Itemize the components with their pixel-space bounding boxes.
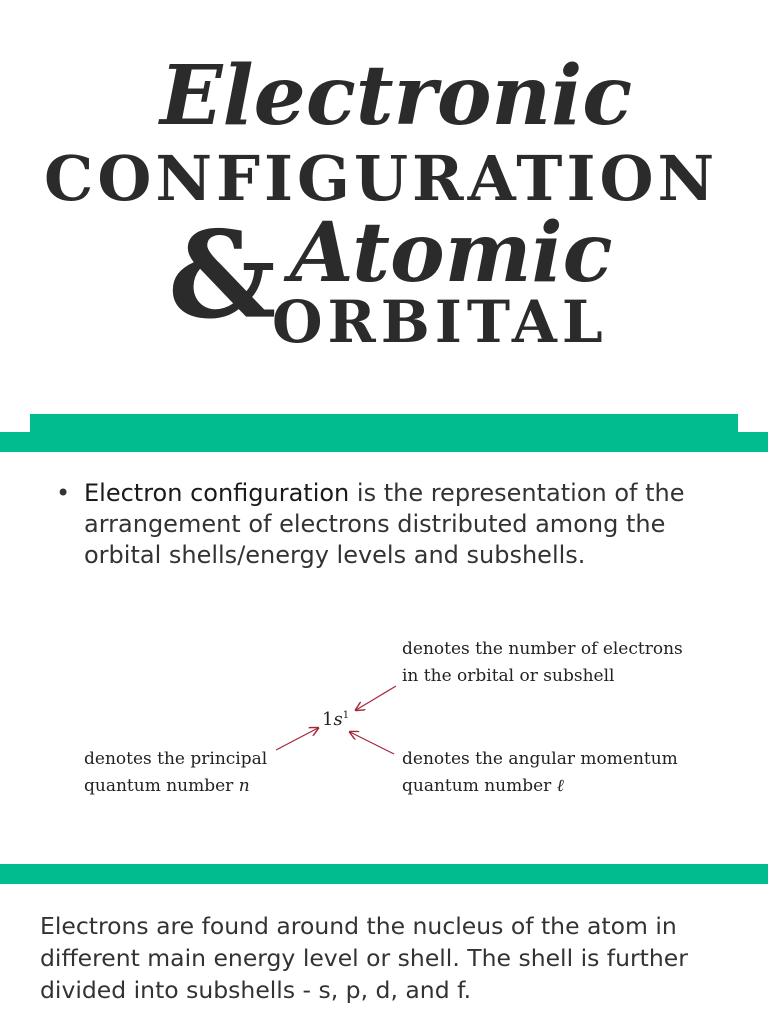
- accent-bar-wide: [0, 432, 768, 452]
- footer-paragraph: Electrons are found around the nucleus of the atom in different main energy level or shell. The shell is further divided into subshells - s, p, d, and f.: [40, 912, 688, 1004]
- title-atomic: Atomic: [290, 205, 613, 301]
- accent-bar-bottom: [0, 864, 768, 884]
- accent-bar-top: [30, 414, 738, 432]
- bullet-term: Electron configuration: [84, 479, 350, 507]
- arrow-angular: [350, 732, 394, 754]
- title-ampersand: &: [168, 205, 277, 346]
- notation-letter: s: [333, 709, 343, 730]
- bullet-item: [56, 478, 736, 571]
- notation-superscript: 1: [342, 710, 350, 721]
- bullet-description: is the representation of the arrangement of electrons distributed among the orbital shells/energy levels and subshells.: [84, 479, 685, 569]
- arrows: [60, 630, 720, 820]
- notation-diagram: [60, 630, 720, 820]
- title-electronic: Electronic: [160, 48, 633, 144]
- electrons-label-line2: in the orbital or subshell: [402, 666, 615, 686]
- principal-label-line2: quantum number n: [84, 776, 250, 796]
- bullet-dot: •: [56, 479, 71, 507]
- principal-symbol: n: [238, 776, 250, 796]
- angular-symbol: ℓ: [556, 776, 564, 796]
- arrow-electrons: [356, 686, 396, 710]
- electrons-label-line1: denotes the number of electrons: [402, 639, 683, 659]
- title-configuration: CONFIGURATION: [44, 142, 719, 215]
- angular-label-line2: quantum number ℓ: [402, 776, 564, 796]
- principal-label-line1: denotes the principal: [84, 749, 268, 769]
- title-orbital: ORBITAL: [272, 288, 608, 356]
- notation-number: 1: [322, 709, 334, 730]
- angular-label-line1: denotes the angular momentum: [402, 749, 678, 769]
- bullet-text: [84, 478, 736, 571]
- arrow-principal: [276, 728, 318, 750]
